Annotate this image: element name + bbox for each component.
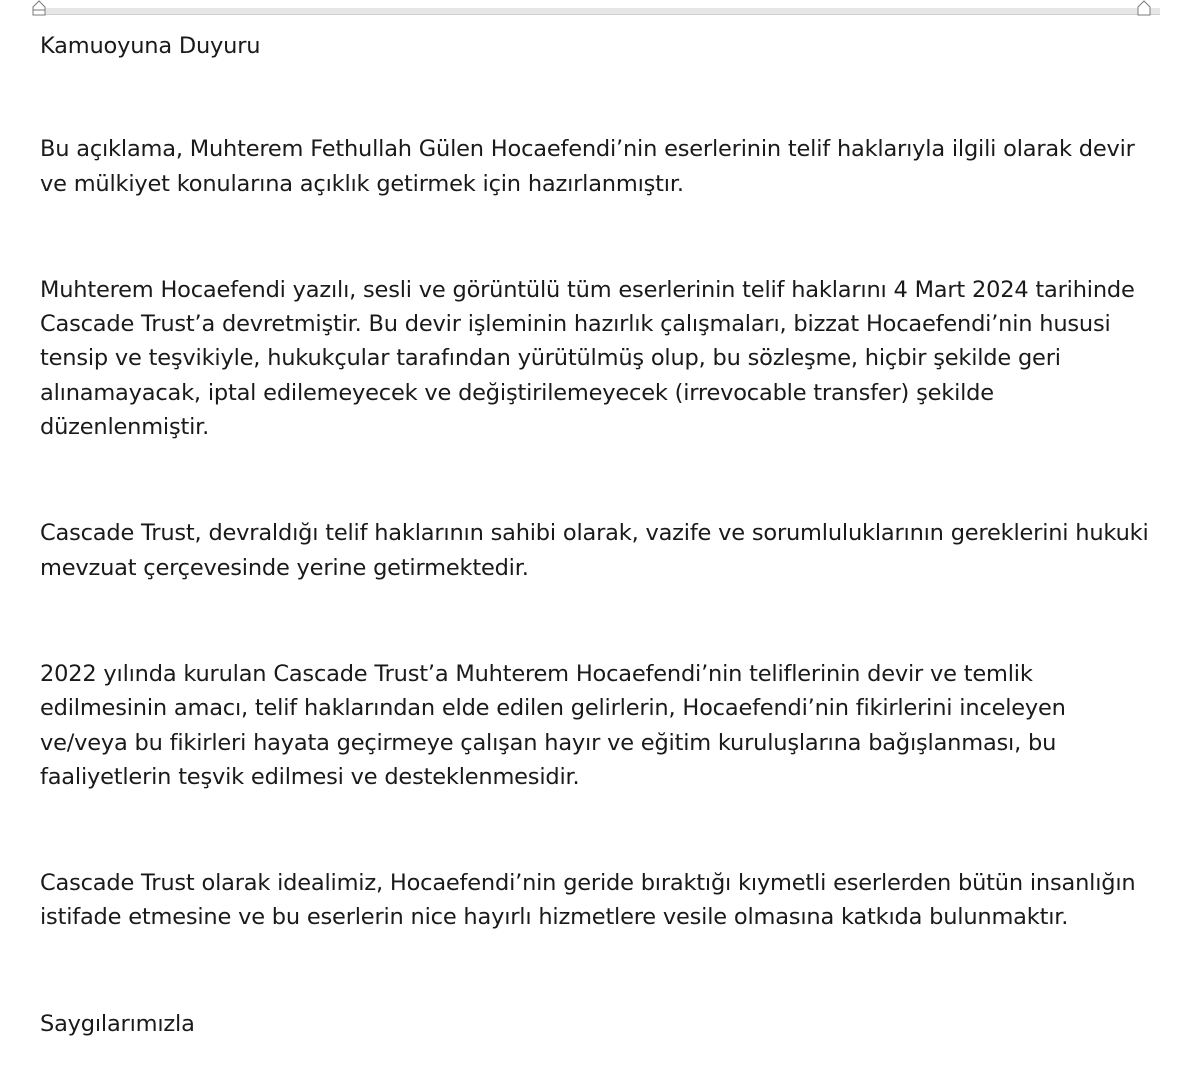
- spacer: [40, 935, 1160, 1007]
- paragraph-transfer: Muhterem Hocaefendi yazılı, sesli ve görüntülü tüm eserlerinin telif haklarını 4 Mart 2024 tarihinde Cascade Trust’a devretmiştir. Bu devir işleminin hazırlık çalışmaları, bizzat Hocaefendi’nin hususi tensip ve teşvikiyle, hukukçular tarafından yürütülmüş olup, bu sözleşme, hiçbir şekilde geri alınamayacak, iptal edilemeyecek ve değiştirilemeyecek (irrevocable transfer) şekilde düzenlenmiştir.: [40, 276, 1135, 441]
- document-heading: Kamuoyuna Duyuru: [40, 33, 261, 59]
- paragraph-intro: Bu açıklama, Muhterem Fethullah Gülen Hocaefendi’nin eserlerinin telif haklarıyla ilgili olarak devir ve mülkiyet konularına açıklık getirmek için hazırlanmıştır.: [40, 136, 1135, 197]
- left-indent-marker-icon[interactable]: [31, 0, 47, 16]
- paragraph-ideal: Cascade Trust olarak idealimiz, Hocaefendi’nin geride bıraktığı kıymetli eserlerden bütün insanlığın istifade etmesine ve bu eserlerin nice hayırlı hizmetlere vesile olmasına katkıda bulunmaktır.: [40, 870, 1136, 931]
- document-body: [40, 29, 1160, 1041]
- spacer: [40, 444, 1160, 516]
- spacer: [40, 201, 1160, 273]
- paragraph-purpose: 2022 yılında kurulan Cascade Trust’a Muhterem Hocaefendi’nin teliflerinin devir ve temlik edilmesinin amacı, telif haklarından elde edilen gelirlerin, Hocaefendi’nin fikirlerini inceleyen ve/veya bu fikirleri hayata geçirmeye çalışan hayır ve eğitim kuruluşlarına bağışlanması, bu faaliyetlerin teşvik edilmesi ve desteklenmesidir.: [40, 660, 1066, 790]
- right-indent-marker-icon[interactable]: [1136, 0, 1152, 16]
- spacer: [40, 794, 1160, 866]
- closing-line: Saygılarımızla: [40, 1010, 195, 1037]
- ruler-track: [40, 8, 1160, 15]
- spacer: [40, 63, 1160, 132]
- ruler: [0, 0, 1200, 18]
- paragraph-responsibility: Cascade Trust, devraldığı telif haklarının sahibi olarak, vazife ve sorumluluklarının gereklerini hukuki mevzuat çerçevesinde yerine getirmektedir.: [40, 520, 1149, 581]
- spacer: [40, 585, 1160, 657]
